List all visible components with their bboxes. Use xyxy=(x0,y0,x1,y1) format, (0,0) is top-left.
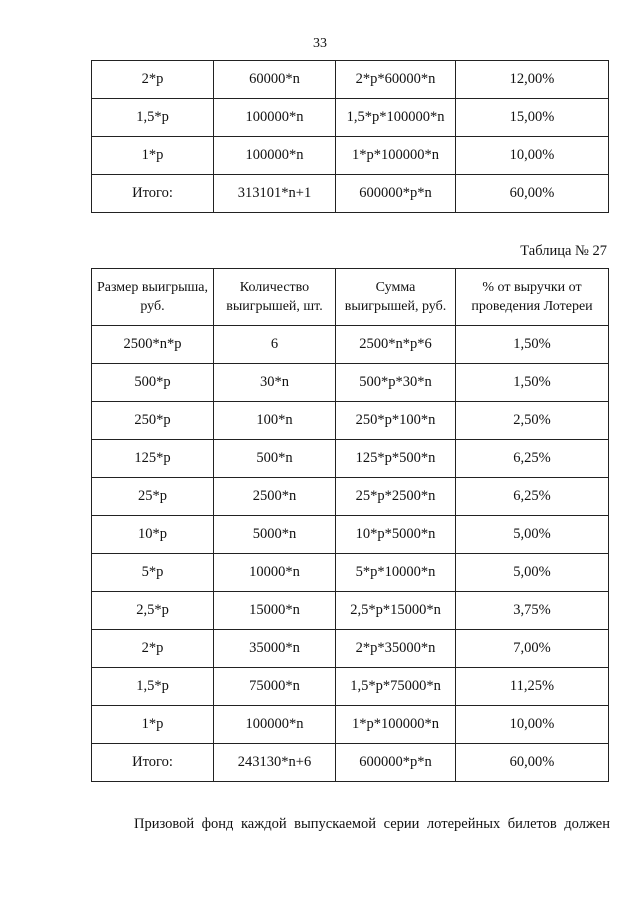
table-cell: 15000*n xyxy=(214,592,336,630)
table-cell: 313101*n+1 xyxy=(214,175,336,213)
table-cell: 100*n xyxy=(214,402,336,440)
table-cell: 10,00% xyxy=(456,137,609,175)
table-row xyxy=(92,61,609,99)
table-cell: 250*р*100*n xyxy=(336,402,456,440)
table-cell: 5000*n xyxy=(214,516,336,554)
table-row xyxy=(92,744,609,782)
prize-table-27-body xyxy=(92,326,609,782)
table-cell: 25*р*2500*n xyxy=(336,478,456,516)
table-cell: 11,25% xyxy=(456,668,609,706)
table-cell: 3,75% xyxy=(456,592,609,630)
body-paragraph: Призовой фонд каждой выпускаемой серии лотерейных билетов должен xyxy=(134,816,610,832)
table-cell: 600000*р*n xyxy=(336,744,456,782)
table-cell: 6 xyxy=(214,326,336,364)
table-cell: 60,00% xyxy=(456,744,609,782)
table-row xyxy=(92,137,609,175)
table-row xyxy=(92,326,609,364)
table-cell: 243130*n+6 xyxy=(214,744,336,782)
table-row xyxy=(92,440,609,478)
table-cell: 6,25% xyxy=(456,478,609,516)
table-cell: 100000*n xyxy=(214,706,336,744)
table-cell: 6,25% xyxy=(456,440,609,478)
table-cell: 1*р*100000*n xyxy=(336,706,456,744)
table-cell: Итого: xyxy=(92,175,214,213)
table-cell: 1*р*100000*n xyxy=(336,137,456,175)
table-cell: 125*р*500*n xyxy=(336,440,456,478)
table-cell: 2500*n xyxy=(214,478,336,516)
table-row xyxy=(92,478,609,516)
table-cell: 12,00% xyxy=(456,61,609,99)
table-cell: 10000*n xyxy=(214,554,336,592)
table-cell: 2,5*р xyxy=(92,592,214,630)
table-cell: 60,00% xyxy=(456,175,609,213)
table-cell: 2,5*р*15000*n xyxy=(336,592,456,630)
table-cell: 1,5*р*75000*n xyxy=(336,668,456,706)
table-cell: 25*р xyxy=(92,478,214,516)
table-cell: 500*n xyxy=(214,440,336,478)
header-prize-count: Количество выигрышей, шт. xyxy=(214,269,336,326)
page-number: 33 xyxy=(313,36,327,51)
table-row xyxy=(92,99,609,137)
table-row xyxy=(92,554,609,592)
table-cell: 7,00% xyxy=(456,630,609,668)
table-cell: 100000*n xyxy=(214,137,336,175)
table-header-row xyxy=(92,269,609,326)
table-cell: 250*р xyxy=(92,402,214,440)
table-cell: 1,50% xyxy=(456,364,609,402)
table-cell: 2*р*35000*n xyxy=(336,630,456,668)
table-cell: 1,5*р*100000*n xyxy=(336,99,456,137)
table-cell: 75000*n xyxy=(214,668,336,706)
table-row xyxy=(92,668,609,706)
table-caption: Таблица № 27 xyxy=(520,243,607,259)
table-cell: 10*р*5000*n xyxy=(336,516,456,554)
header-prize-sum: Сумма выигрышей, руб. xyxy=(336,269,456,326)
table-cell: 1,5*р xyxy=(92,668,214,706)
table-cell: 5*р xyxy=(92,554,214,592)
table-cell: 2500*n*р xyxy=(92,326,214,364)
table-cell: 125*р xyxy=(92,440,214,478)
prize-table-continued xyxy=(91,60,609,213)
table-cell: 15,00% xyxy=(456,99,609,137)
table-cell: 30*n xyxy=(214,364,336,402)
table-row xyxy=(92,516,609,554)
table-cell: 10*р xyxy=(92,516,214,554)
prize-table-27 xyxy=(91,268,609,782)
table-cell: 600000*р*n xyxy=(336,175,456,213)
table-row xyxy=(92,364,609,402)
table-cell: 2*р xyxy=(92,61,214,99)
table-cell: 1*р xyxy=(92,137,214,175)
table-cell: 10,00% xyxy=(456,706,609,744)
header-revenue-percent: % от выручки от проведения Лотереи xyxy=(456,269,609,326)
table-cell: 500*р xyxy=(92,364,214,402)
table-row xyxy=(92,592,609,630)
table-cell: 500*р*30*n xyxy=(336,364,456,402)
header-prize-size: Размер выигрыша, руб. xyxy=(92,269,214,326)
table-cell: 100000*n xyxy=(214,99,336,137)
table-cell: Итого: xyxy=(92,744,214,782)
table-cell: 5,00% xyxy=(456,516,609,554)
table-row xyxy=(92,402,609,440)
table-cell: 60000*n xyxy=(214,61,336,99)
table-row xyxy=(92,630,609,668)
table-cell: 1,50% xyxy=(456,326,609,364)
table-cell: 2*р xyxy=(92,630,214,668)
table-cell: 2,50% xyxy=(456,402,609,440)
table-cell: 2*р*60000*n xyxy=(336,61,456,99)
table-cell: 2500*n*р*6 xyxy=(336,326,456,364)
table-row xyxy=(92,175,609,213)
table-cell: 1,5*р xyxy=(92,99,214,137)
table-cell: 1*р xyxy=(92,706,214,744)
table-cell: 5,00% xyxy=(456,554,609,592)
table-cell: 5*р*10000*n xyxy=(336,554,456,592)
prize-table-continued-body xyxy=(92,61,609,213)
table-cell: 35000*n xyxy=(214,630,336,668)
table-row xyxy=(92,706,609,744)
